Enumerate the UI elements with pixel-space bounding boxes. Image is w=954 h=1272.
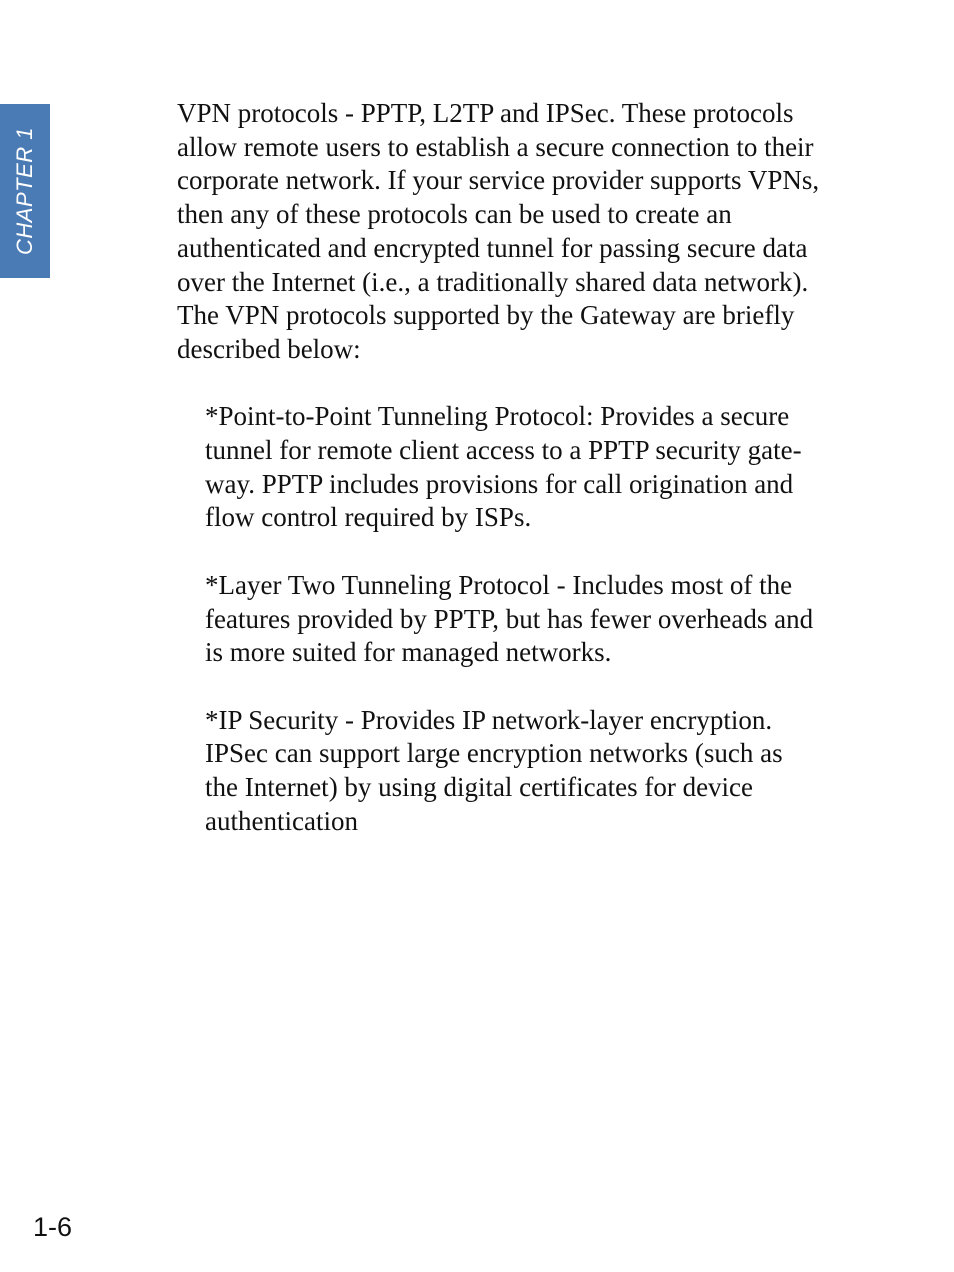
bullet-line: tunnel for remote client access to a PPTP security gate- (205, 435, 802, 466)
bullet-line: *Point-to-Point Tunneling Protocol: Provides a secure (205, 401, 790, 432)
intro-line: VPN protocols - PPTP, L2TP and IPSec. These protocols (177, 98, 794, 128)
bullet-line: IPSec can support large encryption networks (such as (205, 738, 783, 769)
intro-line: allow remote users to establish a secure connection to their (177, 131, 814, 162)
intro-line: described below: (177, 333, 361, 364)
bullet-line: authentication (205, 805, 358, 836)
bullet-line: the Internet) by using digital certificates for device (205, 772, 754, 803)
bullet-line: is more suited for managed networks. (205, 637, 612, 668)
bullet-line: features provided by PPTP, but has fewer overheads and (205, 603, 814, 634)
bullet-l2tp (205, 569, 877, 670)
chapter-tab (0, 104, 50, 278)
intro-line: The VPN protocols supported by the Gateway are briefly (177, 300, 795, 331)
intro-paragraph (177, 97, 877, 367)
bullet-ipsec (205, 704, 877, 839)
intro-line: then any of these protocols can be used to create an (177, 199, 732, 230)
bullet-line: *IP Security - Provides IP network-layer encryption. (205, 704, 773, 735)
bullet-pptp (205, 400, 877, 535)
page-content (177, 97, 877, 838)
page-number: 1-6 (33, 1212, 73, 1242)
bullet-line: *Layer Two Tunneling Protocol - Includes most of the (205, 569, 793, 600)
chapter-label: CHAPTER 1 (12, 127, 37, 255)
intro-line: corporate network. If your service provider supports VPNs, (177, 165, 820, 196)
intro-line: authenticated and encrypted tunnel for passing secure data (177, 232, 808, 263)
bullet-line: flow control required by ISPs. (205, 502, 532, 533)
intro-line: over the Internet (i.e., a traditionally shared data network). (177, 266, 809, 297)
bullet-line: way. PPTP includes provisions for call origination and (205, 468, 794, 499)
